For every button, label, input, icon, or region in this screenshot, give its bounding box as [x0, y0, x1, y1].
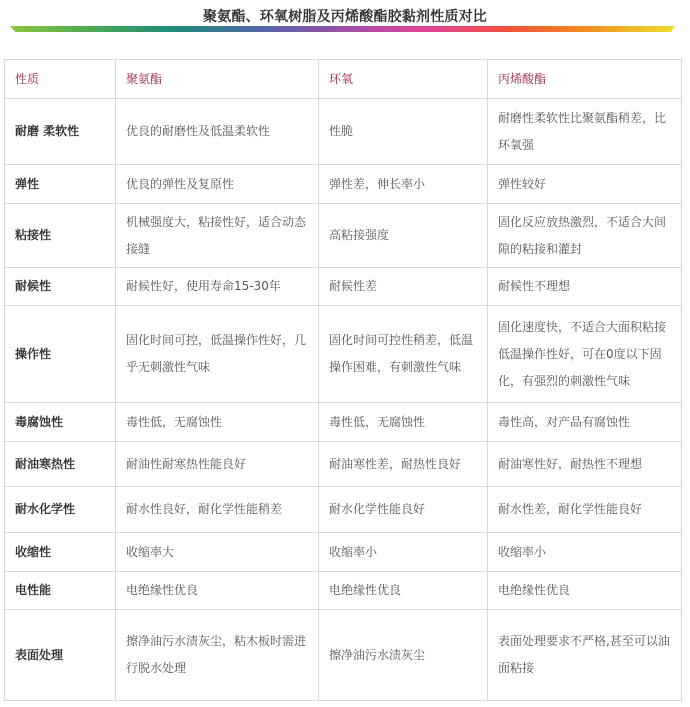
cell-polyurethane: 擦净油污水渍灰尘，粘木板时需进行脱水处理 [116, 610, 319, 701]
table-row [5, 403, 682, 442]
cell-property: 粘接性 [5, 204, 116, 268]
cell-property: 耐水化学性 [5, 487, 116, 533]
gradient-divider [10, 26, 675, 32]
cell-polyurethane: 耐水性良好，耐化学性能稍差 [116, 487, 319, 533]
table-row [5, 204, 682, 268]
table-row [5, 165, 682, 204]
cell-property: 收缩性 [5, 533, 116, 572]
cell-property: 操作性 [5, 306, 116, 403]
cell-property: 弹性 [5, 165, 116, 204]
cell-epoxy: 耐水化学性能良好 [319, 487, 488, 533]
cell-polyurethane: 毒性低，无腐蚀性 [116, 403, 319, 442]
cell-polyurethane: 耐油性耐寒热性能良好 [116, 442, 319, 487]
cell-acrylic: 毒性高，对产品有腐蚀性 [488, 403, 682, 442]
cell-polyurethane: 电绝缘性优良 [116, 572, 319, 610]
cell-property: 表面处理 [5, 610, 116, 701]
table-row [5, 268, 682, 306]
cell-acrylic: 固化速度快，不适合大面积粘接低温操作性好，可在0度以下固化，有强烈的刺激性气味 [488, 306, 682, 403]
cell-acrylic: 耐水性差，耐化学性能良好 [488, 487, 682, 533]
table-row [5, 610, 682, 701]
table-row [5, 306, 682, 403]
cell-epoxy: 弹性差，伸长率小 [319, 165, 488, 204]
cell-epoxy: 性脆 [319, 99, 488, 165]
cell-acrylic: 耐候性不理想 [488, 268, 682, 306]
page-title: 聚氨酯、环氧树脂及丙烯酸酯胶黏剂性质对比 [203, 9, 487, 25]
comparison-table [4, 59, 682, 701]
cell-property: 耐油寒热性 [5, 442, 116, 487]
cell-acrylic: 耐磨性柔软性比聚氨酯稍差，比环氧强 [488, 99, 682, 165]
cell-polyurethane: 优良的耐磨性及低温柔软性 [116, 99, 319, 165]
cell-acrylic: 耐油寒性好，耐热性不理想 [488, 442, 682, 487]
table-row [5, 99, 682, 165]
cell-property: 耐候性 [5, 268, 116, 306]
cell-polyurethane: 优良的弹性及复原性 [116, 165, 319, 204]
table-row [5, 533, 682, 572]
cell-property: 毒腐蚀性 [5, 403, 116, 442]
cell-epoxy: 耐候性差 [319, 268, 488, 306]
cell-epoxy: 耐油寒性差，耐热性良好 [319, 442, 488, 487]
header-acrylic: 丙烯酸酯 [488, 60, 682, 99]
table-row [5, 572, 682, 610]
cell-property: 电性能 [5, 572, 116, 610]
cell-epoxy: 电绝缘性优良 [319, 572, 488, 610]
cell-acrylic: 固化反应放热激烈，不适合大间隙的粘接和灌封 [488, 204, 682, 268]
cell-acrylic: 收缩率小 [488, 533, 682, 572]
table-row [5, 487, 682, 533]
cell-epoxy: 高粘接强度 [319, 204, 488, 268]
cell-polyurethane: 固化时间可控，低温操作性好，几乎无刺激性气味 [116, 306, 319, 403]
cell-epoxy: 收缩率小 [319, 533, 488, 572]
table-row [5, 442, 682, 487]
cell-polyurethane: 耐候性好，使用寿命15-30年 [116, 268, 319, 306]
cell-acrylic: 表面处理要求不严格,甚至可以油面粘接 [488, 610, 682, 701]
cell-acrylic: 弹性较好 [488, 165, 682, 204]
cell-acrylic: 电绝缘性优良 [488, 572, 682, 610]
cell-epoxy: 擦净油污水渍灰尘 [319, 610, 488, 701]
header-polyurethane: 聚氨酯 [116, 60, 319, 99]
cell-property: 耐磨 柔软性 [5, 99, 116, 165]
header-property: 性质 [5, 60, 116, 99]
cell-polyurethane: 收缩率大 [116, 533, 319, 572]
cell-polyurethane: 机械强度大，粘接性好，适合动态接缝 [116, 204, 319, 268]
header-epoxy: 环氧 [319, 60, 488, 99]
cell-epoxy: 毒性低，无腐蚀性 [319, 403, 488, 442]
table-header-row [5, 60, 682, 99]
cell-epoxy: 固化时间可控性稍差，低温操作困难，有刺激性气味 [319, 306, 488, 403]
